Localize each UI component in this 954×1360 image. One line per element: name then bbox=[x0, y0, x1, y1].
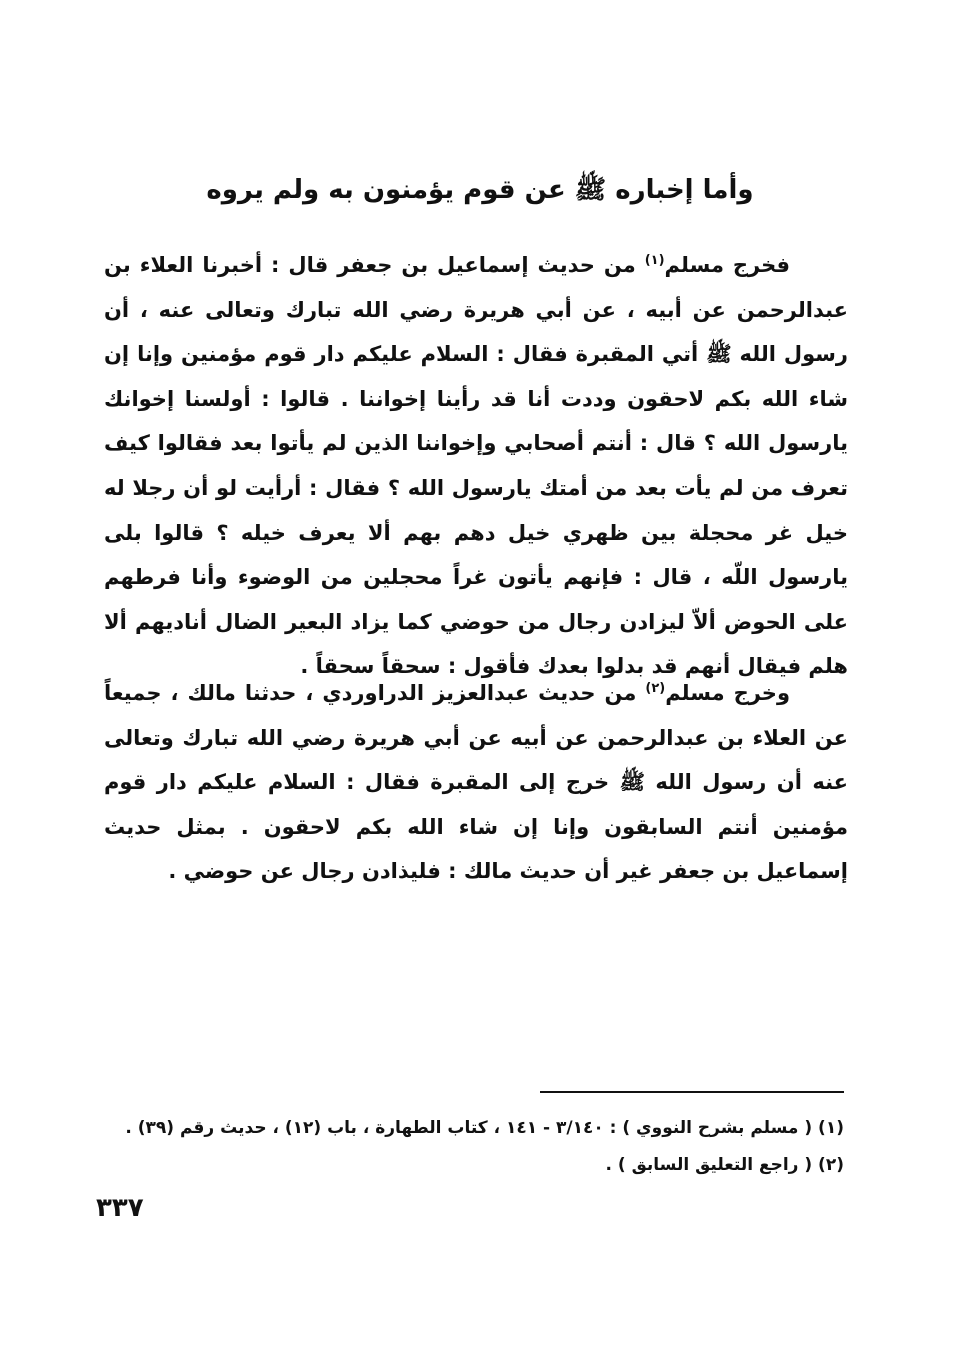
footnote-2: (٢) ( راجع التعليق السابق ) . bbox=[605, 1155, 844, 1175]
paragraph-1-text: من حديث إسماعيل بن جعفر قال : أخبرنا العلاء بن عبدالرحمن عن أبيه ، عن أبي هريرة رضي الله تبارك وتعالى عنه ، أن رسول الله ﷺ أتي المقبرة فقال : السلام عليكم دار قوم مؤمنين وإنا إن شاء الله بكم لاحقون وددت أنا قد رأينا إخواننا . قالوا : أولسنا إخوانك يارسول الله ؟ قال : أنتم أصحابي وإخواننا الذين لم يأتوا بعد فقالوا كيف تعرف من لم يأت بعد من أمتك يارسول الله ؟ فقال : أرأيت لو أن رجلا له خيل غر محجلة بين ظهري خيل دهم بهم ألا يعرف خيله ؟ قالوا بلى يارسول اللّه ، قال : فإنهم يأتون غراً محجلين من الوضوء وأنا فرطهم على الحوض ألاّ ليزادن رجال من حوضي كما يزاد البعير الضال أناديهم ألا هلم فيقال أنهم قد بدلوا بعدك فأقول : سحقاً سحقاً . bbox=[104, 253, 848, 679]
paragraph-1-lead: فخرج مسلم bbox=[664, 253, 791, 277]
paragraph-2-text: من حديث عبدالعزيز الدراوردي ، حدثنا مالك ، جميعاً عن العلاء بن عبدالرحمن عن أبيه عن أبي هريرة رضي الله تبارك وتعالى عنه أن رسول الله ﷺ خرج إلى المقبرة فقال : السلام عليكم دار قوم مؤمنين أنتم السابقون وإنا إن شاء الله بكم لاحقون . بمثل حديث إسماعيل بن جعفر غير أن حديث مالك : فليذادن رجال عن حوضي . bbox=[104, 681, 848, 884]
paragraph-2 bbox=[104, 671, 848, 894]
page-number: ٣٣٧ bbox=[96, 1193, 144, 1223]
paragraph-1 bbox=[104, 243, 848, 689]
footnote-1: (١) ( مسلم بشرح النووي ) : ٣/١٤٠ - ١٤١ ، كتاب الطهارة ، باب (١٢) ، حديث رقم (٣٩) . bbox=[125, 1118, 844, 1138]
footnote-ref-2: (٢) bbox=[645, 681, 666, 696]
chapter-heading: وأما إخباره ﷺ عن قوم يؤمنون به ولم يروه bbox=[206, 175, 754, 205]
footnote-ref-1: (١) bbox=[644, 253, 665, 268]
footnote-separator bbox=[540, 1091, 844, 1093]
paragraph-2-lead: وخرج مسلم bbox=[665, 681, 790, 705]
